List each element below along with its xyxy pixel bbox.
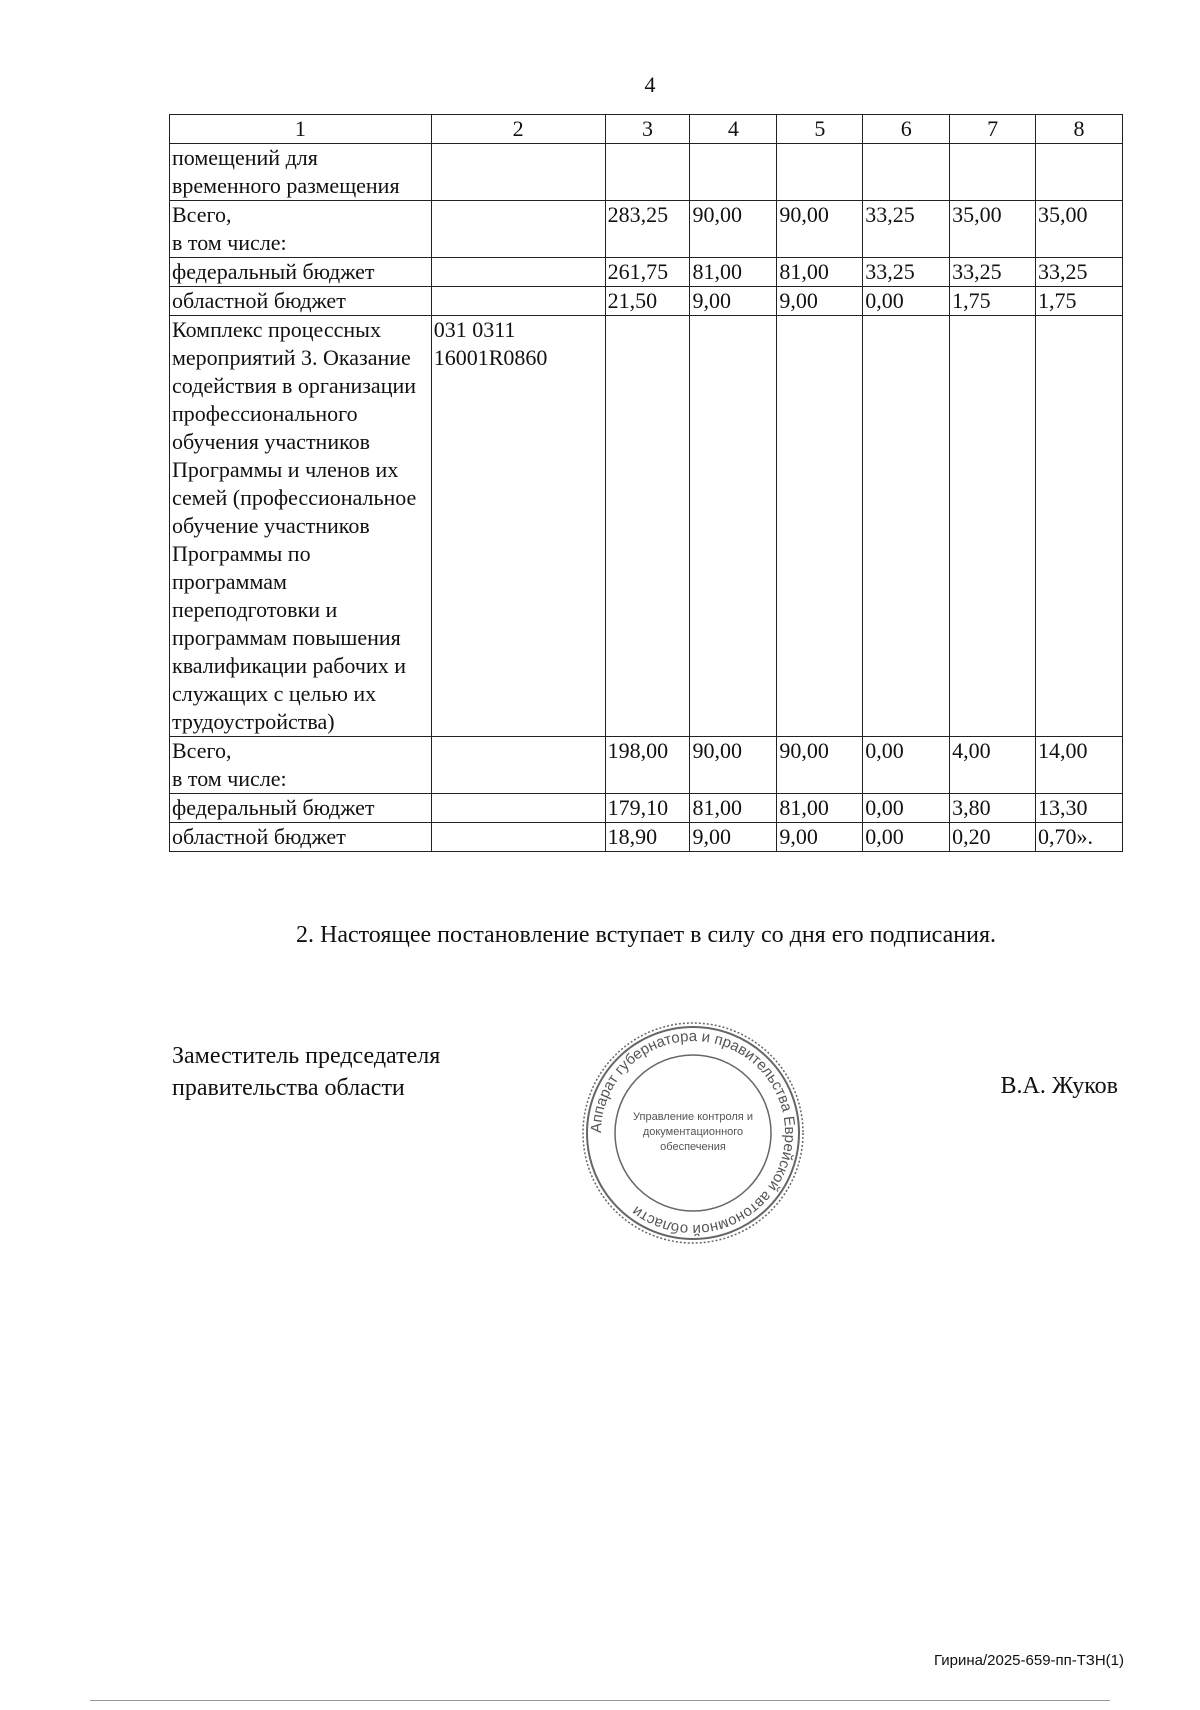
page-number: 4 (644, 72, 656, 97)
column-header: 3 (605, 115, 690, 144)
table-row (170, 258, 1123, 287)
signatory-title (172, 1040, 440, 1104)
table-cell: 1,75 (1036, 287, 1123, 316)
table-cell: 90,00 (777, 737, 863, 794)
table-cell: 179,10 (605, 794, 690, 823)
table-cell: 0,00 (863, 737, 950, 794)
table-cell: 18,90 (605, 823, 690, 852)
signatory-title-line1: Заместитель председателя (172, 1043, 441, 1069)
table-cell (690, 144, 777, 201)
table-cell: Всего, в том числе: (170, 201, 432, 258)
table-row (170, 201, 1123, 258)
table-row (170, 144, 1123, 201)
table-cell (431, 823, 605, 852)
table-cell: 81,00 (690, 794, 777, 823)
table-cell: 0,00 (863, 794, 950, 823)
table-cell: 0,70». (1036, 823, 1123, 852)
table-cell: областной бюджет (170, 287, 432, 316)
table-cell (431, 737, 605, 794)
table-cell: 33,25 (1036, 258, 1123, 287)
table-cell: 81,00 (777, 794, 863, 823)
table-row (170, 794, 1123, 823)
table-cell (605, 316, 690, 737)
table-cell (1036, 144, 1123, 201)
stamp-inner-line2: документационного (642, 1126, 744, 1138)
column-header: 4 (690, 115, 777, 144)
table-cell: 261,75 (605, 258, 690, 287)
table-row (170, 823, 1123, 852)
table-row (170, 287, 1123, 316)
table-cell: 0,00 (863, 823, 950, 852)
table-cell: 283,25 (605, 201, 690, 258)
table-cell (431, 287, 605, 316)
table-cell (1036, 316, 1123, 737)
table-cell (863, 144, 950, 201)
page-bottom-edge (90, 1700, 1110, 1701)
table-cell: Всего, в том числе: (170, 737, 432, 794)
table-cell: 1,75 (950, 287, 1036, 316)
table-cell: 14,00 (1036, 737, 1123, 794)
table-cell: 9,00 (690, 823, 777, 852)
table-cell (950, 144, 1036, 201)
table-cell: 33,25 (863, 258, 950, 287)
table-cell: помещений для временного размещения (170, 144, 432, 201)
table-cell: 35,00 (950, 201, 1036, 258)
stamp-outer-text: Аппарат губернатора и правительства Еврейской автономной области (587, 1027, 799, 1239)
table-cell: 13,30 (1036, 794, 1123, 823)
table-cell: областной бюджет (170, 823, 432, 852)
table-cell (431, 258, 605, 287)
official-stamp (578, 1018, 808, 1248)
table-cell (431, 144, 605, 201)
table-cell: 90,00 (690, 737, 777, 794)
table-cell: 81,00 (777, 258, 863, 287)
column-header: 6 (863, 115, 950, 144)
table-cell: 3,80 (950, 794, 1036, 823)
table-header-row (170, 115, 1123, 144)
table-cell: 198,00 (605, 737, 690, 794)
table-cell: 33,25 (950, 258, 1036, 287)
table-cell: 33,25 (863, 201, 950, 258)
table-row (170, 316, 1123, 737)
table-row (170, 737, 1123, 794)
column-header: 8 (1036, 115, 1123, 144)
table-cell: 0,00 (863, 287, 950, 316)
signatory-title-line2: правительства области (172, 1075, 405, 1101)
table-cell: 35,00 (1036, 201, 1123, 258)
table-cell: 21,50 (605, 287, 690, 316)
table-cell (950, 316, 1036, 737)
table-cell: 9,00 (690, 287, 777, 316)
table-cell (431, 794, 605, 823)
table-cell: 0,20 (950, 823, 1036, 852)
paragraph-effective-date: 2. Настоящее постановление вступает в силу со дня его подписания. (295, 922, 996, 948)
table-cell: федеральный бюджет (170, 794, 432, 823)
stamp-inner-line1: Управление контроля и (633, 1111, 753, 1123)
table-cell (690, 316, 777, 737)
table-cell: 031 0311 16001R0860 (431, 316, 605, 737)
table-cell (777, 144, 863, 201)
signatory-name: В.А. Жуков (1000, 1073, 1118, 1099)
column-header: 5 (777, 115, 863, 144)
table-cell (777, 316, 863, 737)
table-cell (431, 201, 605, 258)
table-cell (605, 144, 690, 201)
table-cell: 4,00 (950, 737, 1036, 794)
table-cell: 90,00 (690, 201, 777, 258)
column-header: 7 (950, 115, 1036, 144)
table-cell (863, 316, 950, 737)
table-cell: 90,00 (777, 201, 863, 258)
stamp-inner-line3: обеспечения (660, 1141, 726, 1153)
column-header: 1 (170, 115, 432, 144)
table-cell: 9,00 (777, 287, 863, 316)
table-cell: федеральный бюджет (170, 258, 432, 287)
table-cell: 81,00 (690, 258, 777, 287)
column-header: 2 (431, 115, 605, 144)
budget-table (169, 114, 1123, 852)
table-cell: 9,00 (777, 823, 863, 852)
table-cell: Комплекс процессных мероприятий 3. Оказание содействия в организации профессионального обучения участников Программы и членов их семей (профессиональное обучение участников Программы по программам переподготовки и программам повышения квалификации рабочих и служащих с целью их трудоустройства) (170, 316, 432, 737)
document-footer-code: Гирина/2025-659-пп-ТЗН(1) (933, 1652, 1124, 1669)
